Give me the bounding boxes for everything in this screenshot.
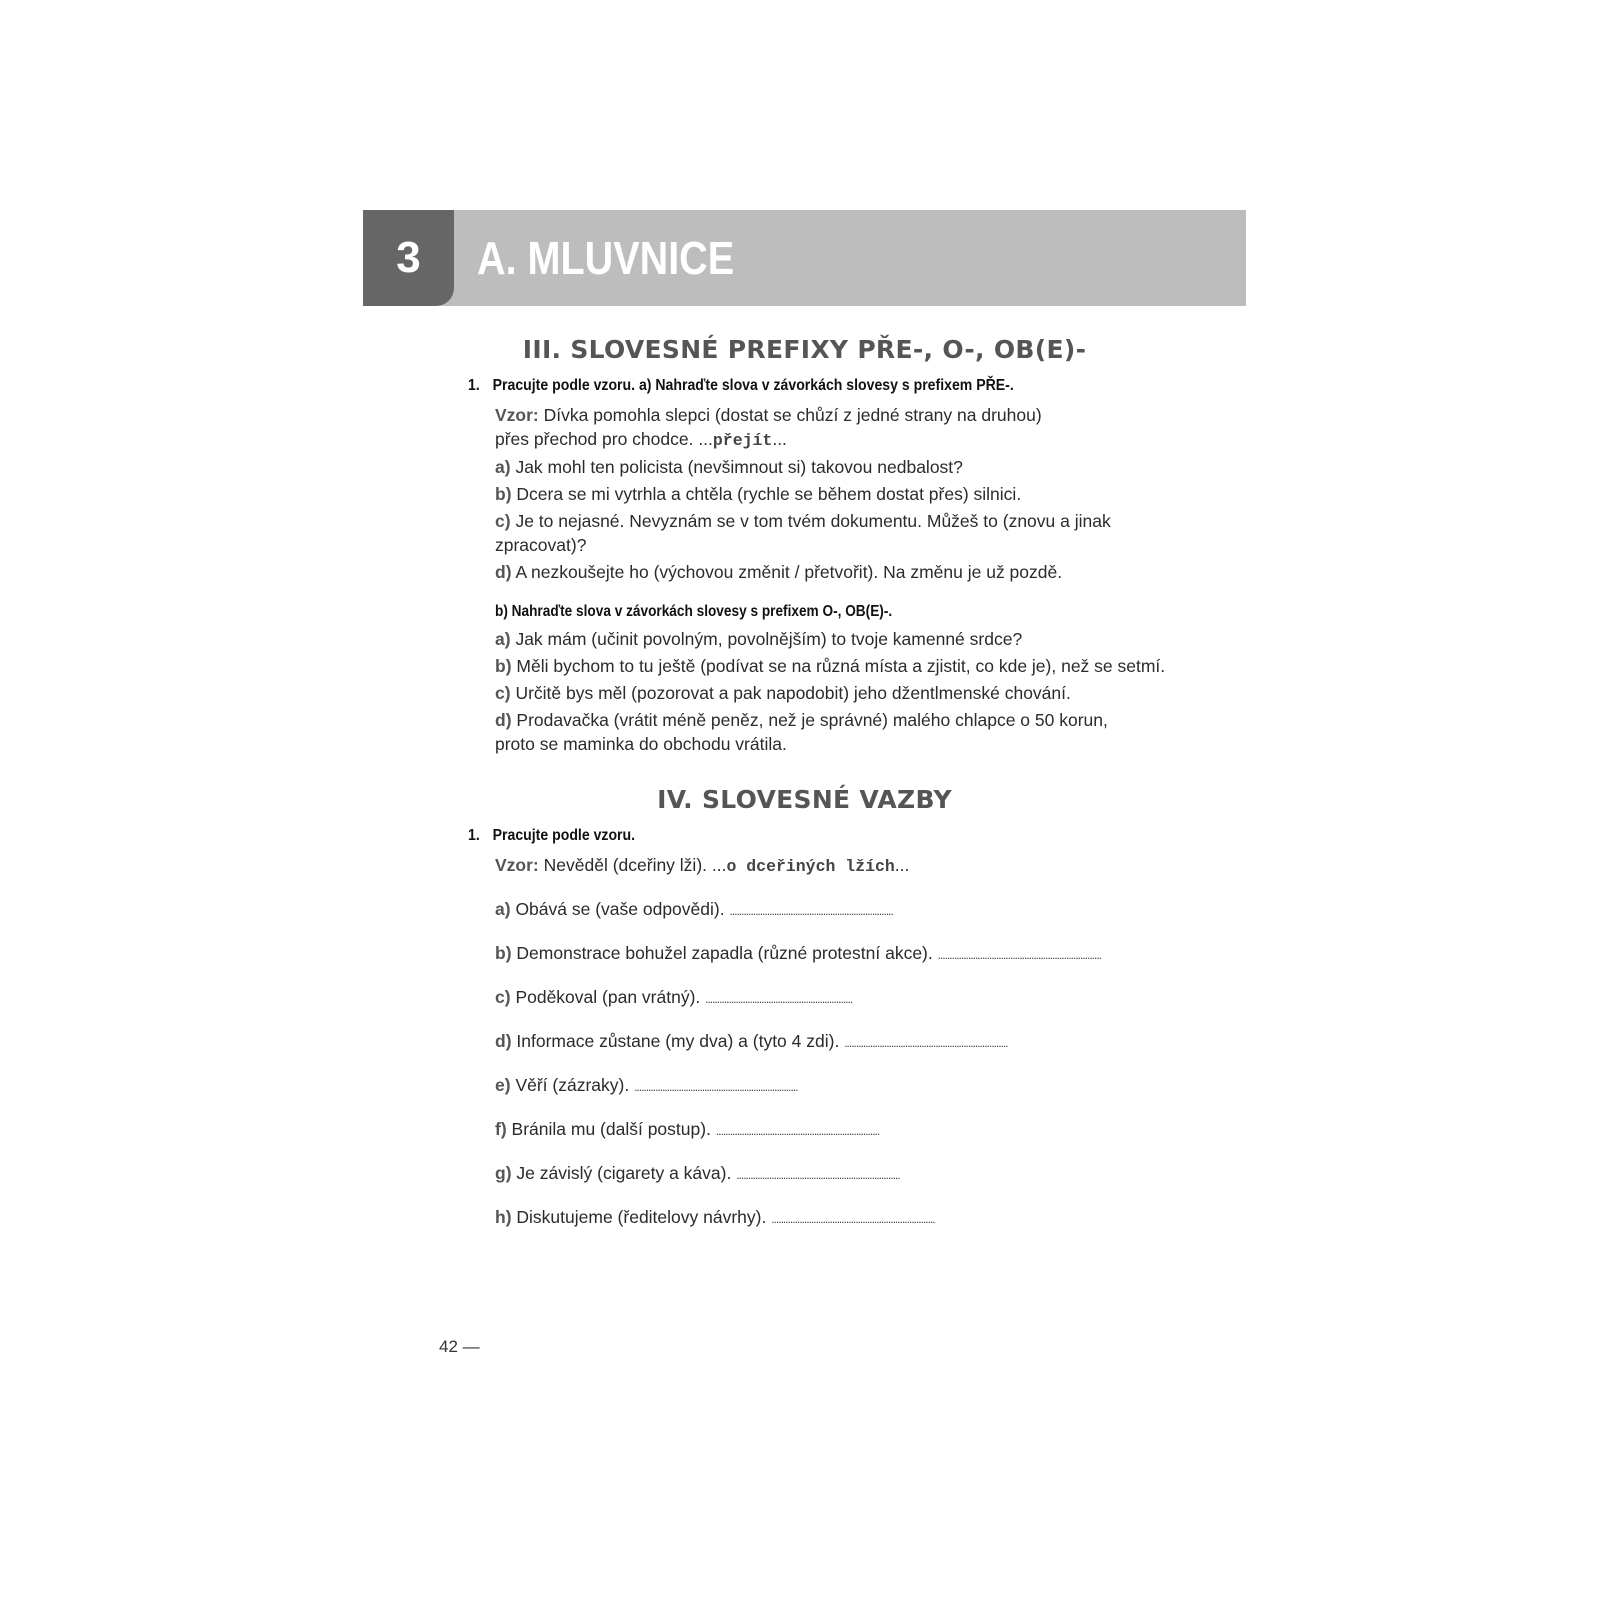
item-label: f) bbox=[495, 1119, 507, 1139]
answer-blank[interactable]: ...................................................................... bbox=[715, 1124, 880, 1138]
answer-blank[interactable]: ...................................................................... bbox=[729, 904, 893, 918]
item-text: Jak mám (učinit povolným, povolnějším) to tvoje kamenné srdce? bbox=[515, 629, 1023, 649]
item-text: Věří (zázraky). bbox=[515, 1075, 630, 1095]
item-text: Je závislý (cigarety a káva). bbox=[516, 1163, 732, 1183]
list-item bbox=[495, 654, 1175, 678]
item-text: Určitě bys měl (pozorovat a pak napodobit) jeho džentlmenské chování. bbox=[515, 683, 1071, 703]
subtask-instruction-b: b) Nahraďte slova v závorkách slovesy s prefixem O-, OB(E)-. bbox=[495, 603, 893, 620]
item-label: a) bbox=[495, 629, 511, 649]
list-item bbox=[495, 455, 1175, 479]
example-line bbox=[495, 853, 1175, 879]
list-item bbox=[495, 681, 1175, 705]
example-line-1 bbox=[495, 403, 1175, 427]
item-label: a) bbox=[495, 457, 511, 477]
example-label: Vzor: bbox=[495, 855, 539, 875]
item-label: d) bbox=[495, 1031, 512, 1051]
item-text: Měli bychom to tu ještě (podívat se na různá místa a zjistit, co kde je), než se setmí. bbox=[516, 656, 1166, 676]
item-text: Informace zůstane (my dva) a (tyto 4 zdi). bbox=[516, 1031, 840, 1051]
list-item bbox=[495, 1073, 1175, 1099]
task-text: Pracujte podle vzoru. a) Nahraďte slova v závorkách slovesy s prefixem PŘE-. bbox=[492, 377, 1014, 394]
chapter-title: A. MLUVNICE bbox=[477, 232, 735, 284]
list-item bbox=[495, 708, 1175, 732]
item-text: Demonstrace bohužel zapadla (různé protestní akce). bbox=[516, 943, 933, 963]
page-number: 42 — bbox=[439, 1337, 480, 1356]
list-item bbox=[495, 1161, 1175, 1187]
example-text-2: přes přechod pro chodce. ... bbox=[495, 429, 713, 449]
list-item-continuation: proto se maminka do obchodu vrátila. bbox=[495, 734, 787, 754]
list-item-continuation: zpracovat)? bbox=[495, 535, 587, 555]
answer-blank[interactable]: ...................................................................... bbox=[771, 1212, 935, 1226]
answer-blank[interactable]: ...................................................................... bbox=[844, 1036, 1008, 1050]
item-text: Jak mohl ten policista (nevšimnout si) takovou nedbalost? bbox=[515, 457, 963, 477]
task-instruction-1 bbox=[468, 827, 635, 845]
item-label: h) bbox=[495, 1207, 512, 1227]
list-item bbox=[495, 509, 1175, 533]
list-item bbox=[495, 985, 1175, 1011]
item-text: Prodavačka (vrátit méně peněz, než je správné) malého chlapce o 50 korun, bbox=[516, 710, 1108, 730]
list-item bbox=[495, 560, 1175, 584]
item-text: Diskutujeme (ředitelovy návrhy). bbox=[516, 1207, 767, 1227]
item-label: c) bbox=[495, 683, 511, 703]
list-item bbox=[495, 482, 1175, 506]
item-label: c) bbox=[495, 511, 511, 531]
list-item bbox=[495, 627, 1175, 651]
example-answer: o dceřiných lžích bbox=[726, 857, 895, 876]
answer-blank[interactable]: ...................................................................... bbox=[634, 1080, 798, 1094]
item-label: b) bbox=[495, 656, 512, 676]
task-number: 1. bbox=[468, 827, 480, 844]
example-ellipsis: ... bbox=[894, 855, 910, 875]
answer-blank[interactable]: ...................................................................... bbox=[937, 948, 1102, 962]
example-text: Dívka pomohla slepci (dostat se chůzí z jedné strany na druhou) bbox=[543, 405, 1042, 425]
example-line-2 bbox=[495, 427, 1175, 453]
example-label: Vzor: bbox=[495, 405, 539, 425]
item-text: Obává se (vaše odpovědi). bbox=[515, 899, 725, 919]
chapter-number: 3 bbox=[363, 210, 454, 306]
item-text: Bránila mu (další postup). bbox=[511, 1119, 711, 1139]
item-label: a) bbox=[495, 899, 511, 919]
item-label: e) bbox=[495, 1075, 511, 1095]
item-label: b) bbox=[495, 943, 512, 963]
list-item bbox=[495, 1117, 1175, 1143]
item-text: Je to nejasné. Nevyznám se v tom tvém dokumentu. Můžeš to (znovu a jinak bbox=[515, 511, 1111, 531]
item-text: A nezkoušejte ho (výchovou změnit / přetvořit). Na změnu je už pozdě. bbox=[515, 562, 1063, 582]
item-text: Poděkoval (pan vrátný). bbox=[515, 987, 701, 1007]
item-label: g) bbox=[495, 1163, 512, 1183]
chapter-header bbox=[363, 210, 1246, 306]
list-item bbox=[495, 1205, 1175, 1231]
answer-blank[interactable]: ............................................................... bbox=[705, 992, 853, 1006]
list-item bbox=[495, 1029, 1175, 1055]
example-ellipsis: ... bbox=[772, 429, 787, 449]
task-text: Pracujte podle vzoru. bbox=[492, 827, 636, 844]
list-item bbox=[495, 897, 1175, 923]
item-label: c) bbox=[495, 987, 511, 1007]
answer-blank[interactable]: ...................................................................... bbox=[736, 1168, 900, 1182]
item-label: b) bbox=[495, 484, 512, 504]
task-instruction-1 bbox=[468, 377, 1014, 395]
list-item bbox=[495, 941, 1175, 967]
task-number: 1. bbox=[468, 377, 480, 394]
example-answer: přejít bbox=[712, 431, 773, 450]
item-text: Dcera se mi vytrhla a chtěla (rychle se během dostat přes) silnici. bbox=[516, 484, 1022, 504]
section-title-iii: III. SLOVESNÉ PREFIXY PŘE-, O-, OB(E)- bbox=[522, 335, 1087, 364]
item-label: d) bbox=[495, 562, 512, 582]
section-title-iv: IV. SLOVESNÉ VAZBY bbox=[657, 785, 952, 814]
example-text: Nevěděl (dceřiny lži). ... bbox=[543, 855, 727, 875]
item-label: d) bbox=[495, 710, 512, 730]
